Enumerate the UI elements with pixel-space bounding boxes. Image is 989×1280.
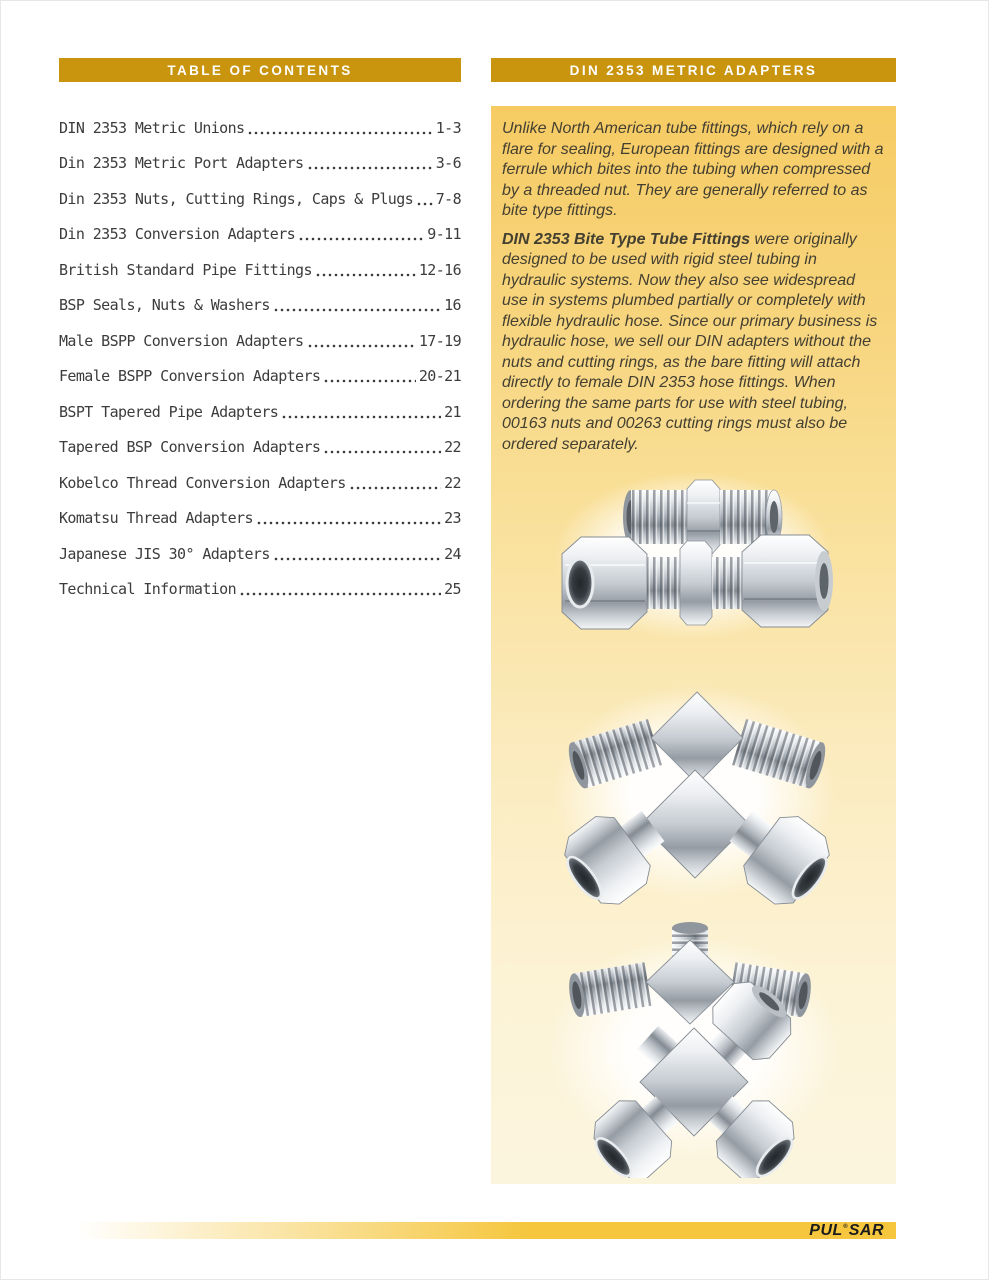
- din-adapters-panel: [491, 106, 896, 1184]
- toc-leader-dots: [239, 590, 441, 596]
- pulsar-logo-left: PUL: [809, 1222, 843, 1239]
- toc-entry-pages: 22: [444, 438, 461, 456]
- toc-entry-label: Din 2353 Metric Port Adapters: [59, 154, 304, 172]
- toc-leader-dots: [256, 519, 441, 525]
- toc-entry-label: Din 2353 Nuts, Cutting Rings, Caps & Plugs: [59, 189, 414, 208]
- elbow-illustration: [529, 668, 859, 918]
- toc-leader-dots: [273, 306, 441, 312]
- toc-entry-label: Male BSPP Conversion Adapters: [59, 331, 304, 350]
- toc-banner-label: TABLE OF CONTENTS: [167, 62, 353, 78]
- toc-entry-label: BSPT Tapered Pipe Adapters: [59, 402, 279, 421]
- toc-entry-label: Japanese JIS 30° Adapters: [59, 544, 270, 563]
- toc-entry-pages: 7-8: [435, 189, 461, 208]
- panel-text: [491, 106, 896, 455]
- toc-entry-pages: 22: [444, 473, 461, 492]
- toc-entry-pages: 21: [444, 402, 461, 421]
- straight-union-illustration: [534, 461, 854, 651]
- toc-leader-dots: [323, 448, 441, 454]
- toc-entry-label: British Standard Pipe Fittings: [59, 260, 312, 279]
- toc-entry-label: Female BSPP Conversion Adapters: [59, 367, 321, 385]
- toc-entry: [59, 350, 461, 386]
- toc-entry-pages: 9-11: [427, 225, 461, 243]
- toc-entry-label: Kobelco Thread Conversion Adapters: [59, 473, 346, 492]
- toc-entry-pages: 25: [444, 580, 461, 598]
- toc-leader-dots: [323, 377, 415, 383]
- toc-leader-dots: [307, 342, 416, 348]
- toc-leader-dots: [298, 235, 424, 241]
- toc-entry-label: Komatsu Thread Adapters: [59, 509, 253, 527]
- toc-entry-label: Tapered BSP Conversion Adapters: [59, 438, 321, 456]
- toc-entry-pages: 23: [444, 509, 461, 527]
- toc-banner: [59, 58, 461, 82]
- section-banner: [491, 58, 896, 82]
- body-paragraph-lead: DIN 2353 Bite Type Tube Fittings: [502, 230, 751, 248]
- toc-entry: [59, 456, 461, 492]
- toc-leader-dots: [273, 555, 441, 561]
- straight-union-photo: [531, 458, 856, 653]
- toc-entry: [59, 137, 461, 173]
- toc-entry: [59, 101, 461, 137]
- toc-entry: [59, 563, 461, 599]
- toc-entry-pages: 3-6: [435, 154, 461, 172]
- toc-leader-dots: [307, 164, 433, 170]
- toc-entry: [59, 385, 461, 421]
- intro-paragraph: Unlike North American tube fittings, which rely on a flare for sealing, European fittings are designed with a ferrule which bites into the tubing when compressed by a threaded nut. They are generally referred to as bite type fittings.: [502, 120, 884, 219]
- toc-entry-label: Technical Information: [59, 580, 237, 598]
- toc-entry: [59, 243, 461, 279]
- footer-brand-bar: [76, 1222, 896, 1239]
- body-paragraph: [502, 230, 885, 456]
- tee-cross-illustration: [524, 918, 864, 1178]
- toc-entry-pages: 20-21: [418, 367, 461, 385]
- toc-leader-dots: [281, 413, 441, 419]
- toc-entry: [59, 527, 461, 563]
- toc-list: [59, 101, 461, 598]
- toc-entry-label: DIN 2353 Metric Unions: [59, 118, 245, 137]
- toc-leader-dots: [349, 484, 441, 490]
- toc-entry: [59, 279, 461, 315]
- pulsar-logo-right: SAR: [848, 1222, 884, 1239]
- toc-entry-label: Din 2353 Conversion Adapters: [59, 225, 296, 243]
- toc-leader-dots: [315, 271, 416, 277]
- toc-entry-pages: 24: [444, 544, 461, 563]
- toc-entry-pages: 16: [444, 296, 461, 314]
- elbow-photo: [529, 668, 859, 918]
- toc-entry-label: BSP Seals, Nuts & Washers: [59, 296, 270, 314]
- toc-leader-dots: [247, 129, 432, 135]
- toc-entry-pages: 12-16: [418, 260, 461, 279]
- toc-entry: [59, 492, 461, 528]
- tee-cross-photo: [524, 918, 864, 1178]
- toc-entry: [59, 172, 461, 208]
- body-paragraph-rest: were originally designed to be used with rigid steel tubing in hydraulic systems. Now they also see widespread use in systems plumbed partially or completely with flexible hydraulic hose. Since our primary business is hydraulic hose, we sell our DIN adapters without the nuts and cutting rings, as the bare fitting will attach directly to female DIN 2353 hose fittings. When ordering the same parts for use with steel tubing, 00163 nuts and 00263 cutting rings must also be ordered separately.: [502, 230, 878, 453]
- toc-entry: [59, 208, 461, 244]
- toc-entry-pages: 1-3: [435, 118, 461, 137]
- section-banner-label: DIN 2353 METRIC ADAPTERS: [569, 62, 818, 78]
- toc-entry-pages: 17-19: [418, 331, 461, 350]
- toc-leader-dots: [416, 200, 433, 206]
- registered-trademark-icon: ®: [843, 1224, 849, 1230]
- toc-entry: [59, 314, 461, 350]
- toc-entry: [59, 421, 461, 457]
- pulsar-logo: [809, 1223, 884, 1238]
